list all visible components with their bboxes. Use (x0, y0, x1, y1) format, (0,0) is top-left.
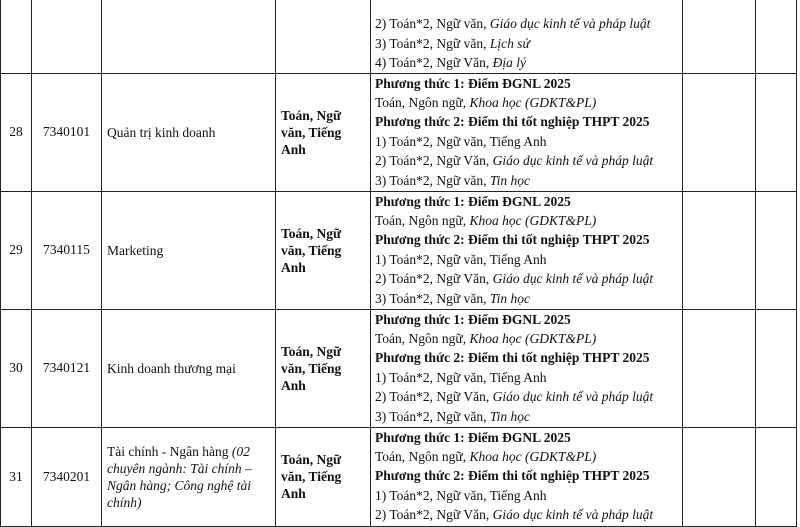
method-text: Toán, Ngôn ngữ, (375, 212, 470, 228)
method-text: 1) Toán*2, Ngữ văn, Tiếng Anh (375, 251, 547, 267)
method-text: Khoa học (GDKT&PL) (469, 330, 597, 346)
method-heading (375, 466, 678, 485)
method-text: Khoa học (GDKT&PL) (469, 94, 597, 110)
empty-cell (756, 309, 797, 427)
method-text: 2) Toán*2, Ngữ Văn, (375, 271, 493, 287)
method-line (375, 387, 678, 406)
method-line (375, 505, 678, 524)
method-text: Toán, Ngôn ngữ, (375, 330, 470, 346)
table-row (1, 73, 797, 191)
subject-combination (276, 0, 371, 73)
method-line (375, 171, 678, 190)
method-heading (375, 192, 678, 211)
program-name-cell (102, 309, 276, 427)
method-line (375, 211, 678, 230)
row-number: 30 (1, 309, 32, 427)
method-text: Phương thức 2: Điểm thi tốt nghiệp THPT 2025 (375, 232, 650, 248)
method-text: 2) Toán*2, Ngữ văn, (375, 16, 490, 32)
method-text: 3) Toán*2, Ngữ văn, (375, 290, 490, 306)
program-name-cell (102, 0, 276, 73)
program-name: Tài chính - Ngân hàng (107, 443, 232, 459)
program-code (32, 0, 102, 73)
program-name-cell (102, 427, 276, 526)
method-line (375, 368, 678, 387)
method-line (375, 407, 678, 426)
table-row (1, 0, 797, 73)
program-name-cell (102, 191, 276, 309)
method-text: Phương thức 1: Điểm ĐGNL 2025 (375, 311, 571, 327)
method-text: Tin học (489, 172, 530, 188)
method-text: Tin học (489, 290, 530, 306)
program-code: 7340201 (32, 427, 102, 526)
empty-cell (756, 73, 797, 191)
program-code: 7340101 (32, 73, 102, 191)
method-line (375, 14, 678, 33)
method-heading (375, 348, 678, 367)
empty-cell (756, 0, 797, 73)
method-line (375, 329, 678, 348)
method-text: Tin học (489, 408, 530, 424)
method-line (375, 53, 678, 72)
admission-methods (371, 73, 683, 191)
method-text: Lịch sử (489, 35, 530, 51)
method-text: Phương thức 1: Điểm ĐGNL 2025 (375, 193, 571, 209)
subject-combination: Toán, Ngữ văn, Tiếng Anh (276, 73, 371, 191)
method-heading (375, 112, 678, 131)
program-name: Marketing (107, 242, 164, 258)
method-line (375, 447, 678, 466)
program-name-cell (102, 73, 276, 191)
admission-methods (371, 0, 683, 73)
program-name-note: (02 chuyên ngành: Tài chính – Ngân hàng; Công nghệ tài chính) (107, 443, 252, 510)
method-line (375, 132, 678, 151)
method-text: Khoa học (GDKT&PL) (469, 448, 597, 464)
empty-cell (683, 73, 756, 191)
method-heading (375, 310, 678, 329)
method-text: Phương thức 1: Điểm ĐGNL 2025 (375, 75, 571, 91)
method-text: 2) Toán*2, Ngữ Văn, (375, 507, 493, 523)
method-text: Giáo dục kinh tế và pháp luật (492, 271, 654, 287)
method-text: Phương thức 1: Điểm ĐGNL 2025 (375, 429, 571, 445)
admission-methods (371, 427, 683, 526)
program-code: 7340115 (32, 191, 102, 309)
empty-cell (683, 191, 756, 309)
method-line (375, 250, 678, 269)
method-text: 1) Toán*2, Ngữ văn, Tiếng Anh (375, 369, 547, 385)
empty-cell (683, 0, 756, 73)
table-row (1, 427, 797, 526)
empty-cell (756, 427, 797, 526)
table-body (1, 0, 797, 526)
method-line (375, 269, 678, 288)
method-text: Địa lý (492, 55, 526, 71)
method-text: Giáo dục kinh tế và pháp luật (492, 507, 654, 523)
method-text: 1) Toán*2, Ngữ văn, Tiếng Anh (375, 487, 547, 503)
empty-cell (756, 191, 797, 309)
subject-combination: Toán, Ngữ văn, Tiếng Anh (276, 309, 371, 427)
admission-methods (371, 309, 683, 427)
method-text: Khoa học (GDKT&PL) (469, 212, 597, 228)
empty-cell (683, 427, 756, 526)
program-name: Kinh doanh thương mại (107, 360, 236, 376)
method-text: Toán, Ngôn ngữ, (375, 94, 470, 110)
method-line (375, 93, 678, 112)
method-text: Toán, Ngôn ngữ, (375, 448, 470, 464)
method-text: 2) Toán*2, Ngữ Văn, (375, 389, 493, 405)
subject-combination: Toán, Ngữ văn, Tiếng Anh (276, 427, 371, 526)
method-heading (375, 428, 678, 447)
admission-methods (371, 191, 683, 309)
subject-combination: Toán, Ngữ văn, Tiếng Anh (276, 191, 371, 309)
method-text: Giáo dục kinh tế và pháp luật (492, 389, 654, 405)
table-row (1, 309, 797, 427)
method-line (375, 289, 678, 308)
method-line (375, 34, 678, 53)
method-text: Giáo dục kinh tế và pháp luật (492, 153, 654, 169)
method-text: Giáo dục kinh tế và pháp luật (489, 16, 651, 32)
row-number (1, 0, 32, 73)
method-heading (375, 74, 678, 93)
empty-cell (683, 309, 756, 427)
table-row (1, 191, 797, 309)
row-number: 28 (1, 73, 32, 191)
method-text: Phương thức 2: Điểm thi tốt nghiệp THPT 2025 (375, 468, 650, 484)
method-line (375, 151, 678, 170)
method-text: 3) Toán*2, Ngữ văn, (375, 35, 490, 51)
method-line (375, 0, 678, 14)
method-heading (375, 230, 678, 249)
row-number: 31 (1, 427, 32, 526)
program-code: 7340121 (32, 309, 102, 427)
method-text: 3) Toán*2, Ngữ văn, (375, 172, 490, 188)
method-text: 4) Toán*2, Ngữ Văn, (375, 55, 493, 71)
method-text: Phương thức 2: Điểm thi tốt nghiệp THPT 2025 (375, 350, 650, 366)
method-line (375, 486, 678, 505)
method-text: 3) Toán*2, Ngữ văn, (375, 408, 490, 424)
method-text: Phương thức 2: Điểm thi tốt nghiệp THPT 2025 (375, 114, 650, 130)
program-name: Quản trị kinh doanh (107, 124, 216, 140)
row-number: 29 (1, 191, 32, 309)
method-text: 1) Toán*2, Ngữ văn, Tiếng Anh (375, 133, 547, 149)
method-text: 2) Toán*2, Ngữ Văn, (375, 153, 493, 169)
